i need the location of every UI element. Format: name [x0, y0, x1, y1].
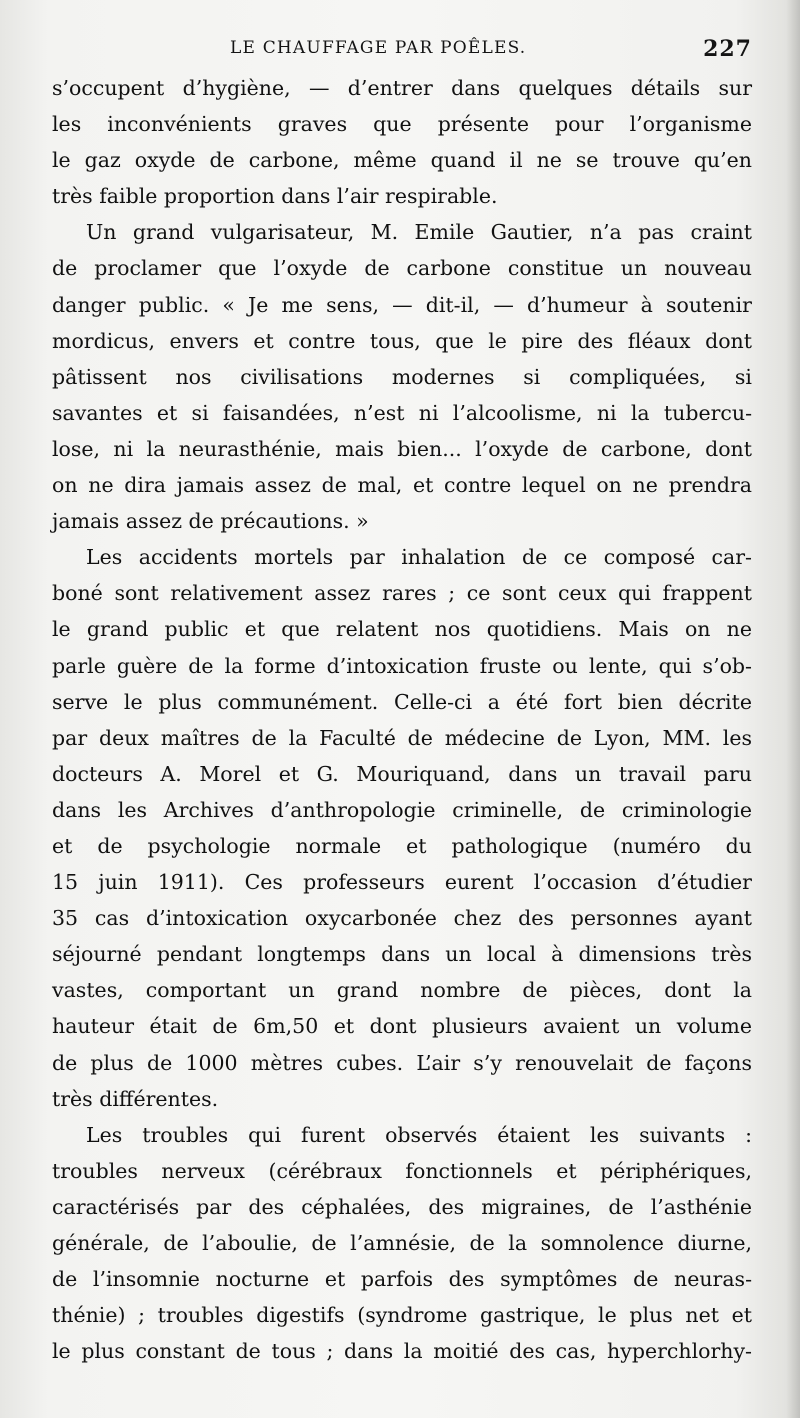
page-header	[52, 36, 752, 66]
text-line: serve le plus communément. Celle-ci a été fort bien décrite	[52, 689, 752, 714]
text-line: danger public. « Je me sens, — dit-il, — d’humeur à soutenir	[52, 292, 752, 317]
running-title: LE CHAUFFAGE PAR POÊLES.	[230, 38, 527, 58]
text-line: caractérisés par des céphalées, des migraines, de l’asthénie	[52, 1194, 752, 1219]
text-line: pâtissent nos civilisations modernes si compliquées, si	[52, 364, 752, 389]
text-line: Les accidents mortels par inhalation de ce composé car-	[86, 545, 752, 570]
text-line: s’occupent d’hygiène, — d’entrer dans quelques détails sur	[52, 76, 752, 100]
text-line: troubles nerveux (cérébraux fonctionnels et périphériques,	[52, 1158, 752, 1183]
text-line: vastes, comportant un grand nombre de pièces, dont la	[52, 978, 752, 1003]
text-line: de plus de 1000 mètres cubes. L’air s’y renouvelait de façons	[52, 1050, 752, 1075]
text-line: le plus constant de tous ; dans la moitié des cas, hyperchlorhy-	[52, 1339, 752, 1364]
text-line: le gaz oxyde de carbone, même quand il ne se trouve qu’en	[52, 148, 752, 173]
text-line: hauteur était de 6m,50 et dont plusieurs avaient un volume	[52, 1014, 752, 1039]
text-line: boné sont relativement assez rares ; ce sont ceux qui frappent	[52, 581, 752, 606]
text-line: jamais assez de précautions. »	[52, 509, 369, 534]
body-text	[52, 70, 752, 1369]
text-line: de proclamer que l’oxyde de carbone constitue un nouveau	[52, 256, 752, 281]
text-line: par deux maîtres de la Faculté de médecine de Lyon, MM. les	[52, 725, 752, 750]
text-line: très différentes.	[52, 1086, 219, 1111]
page-edge-shadow	[786, 0, 800, 1418]
page-number: 227	[703, 36, 752, 62]
text-line: 35 cas d’intoxication oxycarbonée chez des personnes ayant	[52, 906, 752, 931]
text-line: Un grand vulgarisateur, M. Emile Gautier, n’a pas craint	[86, 220, 752, 245]
text-line: générale, de l’aboulie, de l’amnésie, de la somnolence diurne,	[52, 1231, 752, 1255]
text-line: lose, ni la neurasthénie, mais bien... l’oxyde de carbone, dont	[52, 436, 752, 461]
text-line: savantes et si faisandées, n’est ni l’alcoolisme, ni la tubercu-	[52, 400, 752, 425]
text-line: dans les Archives d’anthropologie criminelle, de criminologie	[52, 797, 752, 822]
text-line: mordicus, envers et contre tous, que le pire des fléaux dont	[52, 328, 752, 353]
text-line: et de psychologie normale et pathologique (numéro du	[52, 833, 752, 858]
text-line: le grand public et que relatent nos quotidiens. Mais on ne	[52, 617, 752, 642]
text-line: 15 juin 1911). Ces professeurs eurent l’occasion d’étudier	[52, 870, 752, 895]
text-line: Les troubles qui furent observés étaient les suivants :	[86, 1122, 752, 1147]
text-line: très faible proportion dans l’air respirable.	[52, 184, 498, 209]
text-line: on ne dira jamais assez de mal, et contre lequel on ne prendra	[52, 473, 752, 498]
text-line: de l’insomnie nocturne et parfois des symptômes de neuras-	[52, 1267, 752, 1292]
text-line: parle guère de la forme d’intoxication fruste ou lente, qui s’ob-	[52, 653, 752, 678]
text-line: docteurs A. Morel et G. Mouriquand, dans un travail paru	[52, 761, 752, 786]
text-line: les inconvénients graves que présente pour l’organisme	[52, 112, 752, 137]
text-line: thénie) ; troubles digestifs (syndrome gastrique, le plus net et	[52, 1303, 752, 1328]
text-line: séjourné pendant longtemps dans un local à dimensions très	[52, 942, 752, 967]
